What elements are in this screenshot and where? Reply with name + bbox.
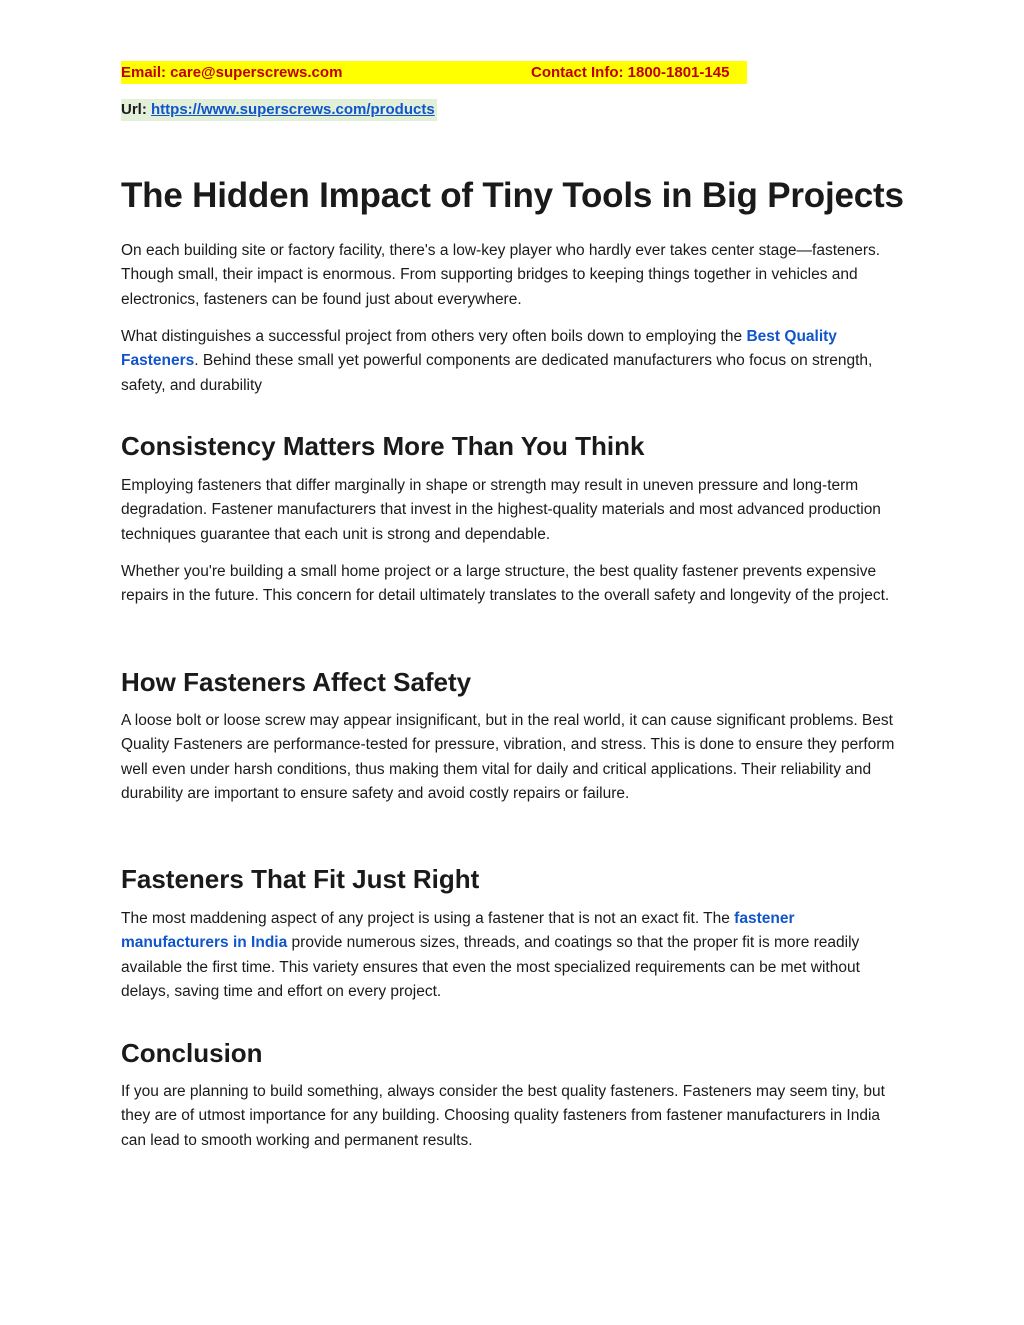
consistency-paragraph-1: Employing fasteners that differ marginally in shape or strength may result in uneven pressure and long-term degradation. Fastener manufacturers that invest in the highest-quality materials and most advanced production techniques guarantee that each unit is strong and dependable. xyxy=(121,477,881,543)
fastener-manufacturers-india-link[interactable]: fastener manufacturers in India xyxy=(121,910,795,952)
contact-bar xyxy=(121,61,747,84)
contact-email[interactable]: Email: care@superscrews.com xyxy=(121,64,343,81)
intro-p2-text-before: What distinguishes a successful project from others very often boils down to employing the xyxy=(121,328,747,345)
safety-paragraph: A loose bolt or loose screw may appear insignificant, but in the real world, it can cause significant problems. Best Quality Fasteners are performance-tested for pressure, vibration, and stress. This is done to ensure they perform well even under harsh conditions, thus making them vital for daily and critical applications. Their reliability and durability are important to ensure safety and avoid costly repairs or failure. xyxy=(121,712,895,802)
contact-phone[interactable]: Contact Info: 1800-1801-145 xyxy=(531,64,730,81)
fit-text-before: The most maddening aspect of any project is using a fastener that is not an exact fit. The xyxy=(121,910,735,927)
products-url-link[interactable]: https://www.superscrews.com/products xyxy=(151,101,435,118)
consistency-paragraph-2: Whether you're building a small home project or a large structure, the best quality fastener prevents expensive repairs in the future. This concern for detail ultimately translates to the overall safety and longevity of the project. xyxy=(121,563,890,605)
section-heading-consistency: Consistency Matters More Than You Think xyxy=(121,431,645,461)
intro-paragraph-1: On each building site or factory facility, there's a low-key player who hardly ever takes center stage—fasteners. Though small, their impact is enormous. From supporting bridges to keeping things together in vehicles and electronics, fasteners can be found just about everywhere. xyxy=(121,242,881,308)
article-title: The Hidden Impact of Tiny Tools in Big Projects xyxy=(121,176,904,215)
url-label: Url: xyxy=(121,101,147,118)
fit-paragraph xyxy=(121,907,906,1004)
intro-paragraph-2 xyxy=(121,325,906,398)
url-bar xyxy=(121,99,437,121)
section-heading-fit: Fasteners That Fit Just Right xyxy=(121,864,480,894)
intro-p2-text-after: . Behind these small yet powerful components are dedicated manufacturers who focus on strength, safety, and durability xyxy=(121,352,873,394)
best-quality-fasteners-link[interactable]: Best Quality Fasteners xyxy=(121,328,837,370)
fit-text-after: provide numerous sizes, threads, and coatings so that the proper fit is more readily available the first time. This variety ensures that even the most specialized requirements can be met without delays, saving time and effort on every project. xyxy=(121,934,860,1000)
section-heading-safety: How Fasteners Affect Safety xyxy=(121,667,472,697)
conclusion-paragraph: If you are planning to build something, always consider the best quality fasteners. Fasteners may seem tiny, but they are of utmost importance for any building. Choosing quality fasteners from fastener manufacturers in India can lead to smooth working and permanent results. xyxy=(121,1083,885,1149)
section-heading-conclusion: Conclusion xyxy=(121,1038,263,1068)
